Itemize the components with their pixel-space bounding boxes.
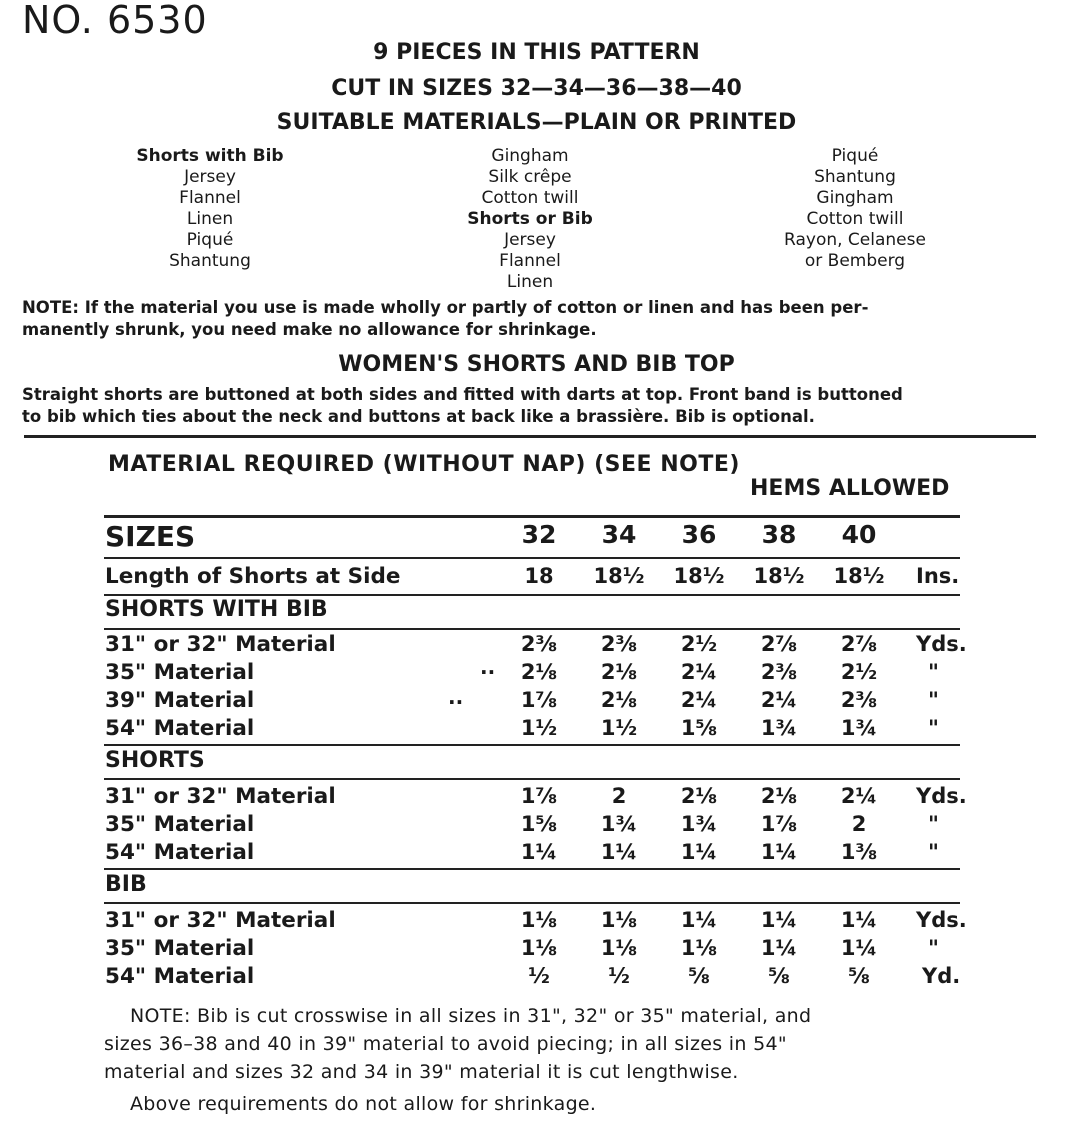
- section-title: SHORTS: [105, 748, 205, 773]
- bib-note-line: NOTE: Bib is cut crosswise in all sizes in 31", 32" or 35" material, and: [130, 1005, 812, 1027]
- bib-note-line: material and sizes 32 and 34 in 39" material it is cut lengthwise.: [104, 1061, 739, 1083]
- value-cell: 2⅛: [680, 784, 718, 808]
- materials-column-2: [440, 146, 620, 293]
- garment-title: WOMEN'S SHORTS AND BIB TOP: [338, 352, 735, 377]
- row-label: 35" Material: [105, 660, 255, 685]
- material-item: Jersey: [184, 167, 236, 187]
- hems-allowed: HEMS ALLOWED: [750, 476, 950, 501]
- value-cell: 2: [851, 812, 867, 836]
- value-cell: 1¼: [840, 936, 878, 960]
- table-rule: [104, 557, 960, 559]
- materials-column-3: [755, 146, 955, 272]
- shrink-note: [22, 297, 1062, 341]
- material-item: Rayon, Celanese: [784, 230, 926, 250]
- shrinkage-note: Above requirements do not allow for shrinkage.: [130, 1093, 597, 1115]
- size-header: 34: [601, 520, 637, 549]
- material-item: Shantung: [814, 167, 896, 187]
- materials-column-1: [120, 146, 300, 272]
- size-header: 38: [761, 520, 797, 549]
- table-rule: [104, 868, 960, 870]
- length-value: 18½: [673, 564, 725, 588]
- sizes-cut-heading: CUT IN SIZES 32—34—36—38—40: [331, 76, 742, 101]
- value-cell: 2⅞: [840, 632, 878, 656]
- value-cell: 1¼: [760, 840, 798, 864]
- material-item: Flannel: [179, 188, 241, 208]
- value-cell: 2⅛: [520, 660, 558, 684]
- size-header: 32: [521, 520, 557, 549]
- size-header: 36: [681, 520, 717, 549]
- table-rule: [104, 628, 960, 630]
- length-value: 18½: [593, 564, 645, 588]
- value-cell: 1¼: [680, 840, 718, 864]
- value-cell: 1⅜: [840, 840, 878, 864]
- value-cell: ½: [528, 964, 550, 988]
- value-cell: 1⅛: [520, 936, 558, 960]
- row-label: 35" Material: [105, 936, 255, 961]
- row-label: 35" Material: [105, 812, 255, 837]
- value-cell: 1¼: [600, 840, 638, 864]
- value-cell: 2½: [680, 632, 718, 656]
- table-rule: [104, 744, 960, 746]
- value-cell: 1⅝: [520, 812, 558, 836]
- table-rule: [104, 594, 960, 596]
- unit-cell: Yds.: [916, 784, 967, 808]
- material-item: Linen: [186, 209, 234, 229]
- section-title: SHORTS WITH BIB: [105, 597, 328, 622]
- material-item: Piqué: [186, 230, 234, 250]
- value-cell: 1⅞: [760, 812, 798, 836]
- row-label: 54" Material: [105, 716, 255, 741]
- unit-cell: ": [928, 840, 939, 864]
- value-cell: 1¼: [520, 840, 558, 864]
- divider: [24, 435, 1036, 438]
- value-cell: ⅝: [768, 964, 790, 988]
- value-cell: 1⅝: [680, 716, 718, 740]
- value-cell: 1⅛: [600, 936, 638, 960]
- value-cell: 2⅜: [840, 688, 878, 712]
- shrink-note-line: manently shrunk, you need make no allowance for shrinkage.: [22, 320, 597, 339]
- value-cell: 1⅛: [680, 936, 718, 960]
- value-cell: 2⅜: [520, 632, 558, 656]
- garment-description: [22, 384, 1062, 428]
- unit-cell: ": [928, 660, 939, 684]
- material-item: Gingham: [816, 188, 894, 208]
- material-group-label: Shorts or Bib: [467, 209, 593, 229]
- value-cell: 1¾: [760, 716, 798, 740]
- bib-note-line: sizes 36–38 and 40 in 39" material to avoid piecing; in all sizes in 54": [104, 1033, 787, 1055]
- value-cell: ⅝: [848, 964, 870, 988]
- value-cell: 1⅞: [520, 688, 558, 712]
- sizes-label: SIZES: [105, 520, 196, 553]
- material-group-label: Shorts with Bib: [136, 146, 284, 166]
- value-cell: 1⅛: [600, 908, 638, 932]
- table-title: MATERIAL REQUIRED (WITHOUT NAP) (SEE NOTE): [108, 452, 740, 477]
- value-cell: 2⅜: [600, 632, 638, 656]
- shrink-note-line: NOTE: If the material you use is made wholly or partly of cotton or linen and has been per-: [22, 298, 869, 317]
- unit-cell: Yd.: [922, 964, 961, 988]
- value-cell: 2⅛: [600, 660, 638, 684]
- value-cell: 1¼: [760, 908, 798, 932]
- leader-dots: ··: [480, 660, 496, 684]
- value-cell: 2: [611, 784, 627, 808]
- value-cell: 1¼: [680, 908, 718, 932]
- value-cell: 2¼: [680, 660, 718, 684]
- material-item: Cotton twill: [481, 188, 579, 208]
- length-value: 18½: [753, 564, 805, 588]
- value-cell: 1½: [600, 716, 638, 740]
- value-cell: 2½: [840, 660, 878, 684]
- value-cell: 2¼: [840, 784, 878, 808]
- value-cell: 1¾: [680, 812, 718, 836]
- value-cell: ⅝: [688, 964, 710, 988]
- value-cell: 2⅛: [600, 688, 638, 712]
- row-label: 54" Material: [105, 840, 255, 865]
- material-item: Jersey: [504, 230, 556, 250]
- length-label: Length of Shorts at Side: [105, 564, 401, 589]
- material-item: Gingham: [491, 146, 569, 166]
- value-cell: 2⅛: [760, 784, 798, 808]
- section-title: BIB: [105, 872, 147, 897]
- material-item: Piqué: [831, 146, 879, 166]
- row-label: 54" Material: [105, 964, 255, 989]
- length-unit: Ins.: [916, 564, 960, 588]
- unit-cell: ": [928, 688, 939, 712]
- value-cell: 1¼: [760, 936, 798, 960]
- description-line: to bib which ties about the neck and buttons at back like a brassière. Bib is optional.: [22, 407, 815, 426]
- unit-cell: Yds.: [916, 908, 967, 932]
- description-line: Straight shorts are buttoned at both sides and fitted with darts at top. Front band is buttoned: [22, 385, 903, 404]
- table-rule: [104, 902, 960, 904]
- length-value: 18½: [833, 564, 885, 588]
- materials-heading: SUITABLE MATERIALS—PLAIN OR PRINTED: [276, 110, 797, 135]
- material-item: or Bemberg: [804, 251, 906, 271]
- row-label: 31" or 32" Material: [105, 632, 336, 657]
- material-item: Linen: [506, 272, 554, 292]
- table-rule: [104, 778, 960, 780]
- material-item: Shantung: [169, 251, 251, 271]
- value-cell: ½: [608, 964, 630, 988]
- length-value: 18: [524, 564, 554, 588]
- value-cell: 1¾: [840, 716, 878, 740]
- value-cell: 1⅛: [520, 908, 558, 932]
- pattern-number: NO. 6530: [22, 0, 208, 42]
- size-header: 40: [841, 520, 877, 549]
- material-item: Cotton twill: [806, 209, 904, 229]
- unit-cell: ": [928, 812, 939, 836]
- table-top-rule: [104, 515, 960, 518]
- value-cell: 1¼: [840, 908, 878, 932]
- row-label: 39" Material: [105, 688, 255, 713]
- value-cell: 1¾: [600, 812, 638, 836]
- value-cell: 1½: [520, 716, 558, 740]
- row-label: 31" or 32" Material: [105, 908, 336, 933]
- value-cell: 2⅞: [760, 632, 798, 656]
- value-cell: 2¼: [760, 688, 798, 712]
- value-cell: 2¼: [680, 688, 718, 712]
- unit-cell: Yds.: [916, 632, 967, 656]
- pieces-heading: 9 PIECES IN THIS PATTERN: [373, 40, 700, 65]
- unit-cell: ": [928, 936, 939, 960]
- material-item: Silk crêpe: [488, 167, 572, 187]
- value-cell: 2⅜: [760, 660, 798, 684]
- leader-dots: ··: [448, 690, 464, 714]
- unit-cell: ": [928, 716, 939, 740]
- material-item: Flannel: [499, 251, 561, 271]
- row-label: 31" or 32" Material: [105, 784, 336, 809]
- value-cell: 1⅞: [520, 784, 558, 808]
